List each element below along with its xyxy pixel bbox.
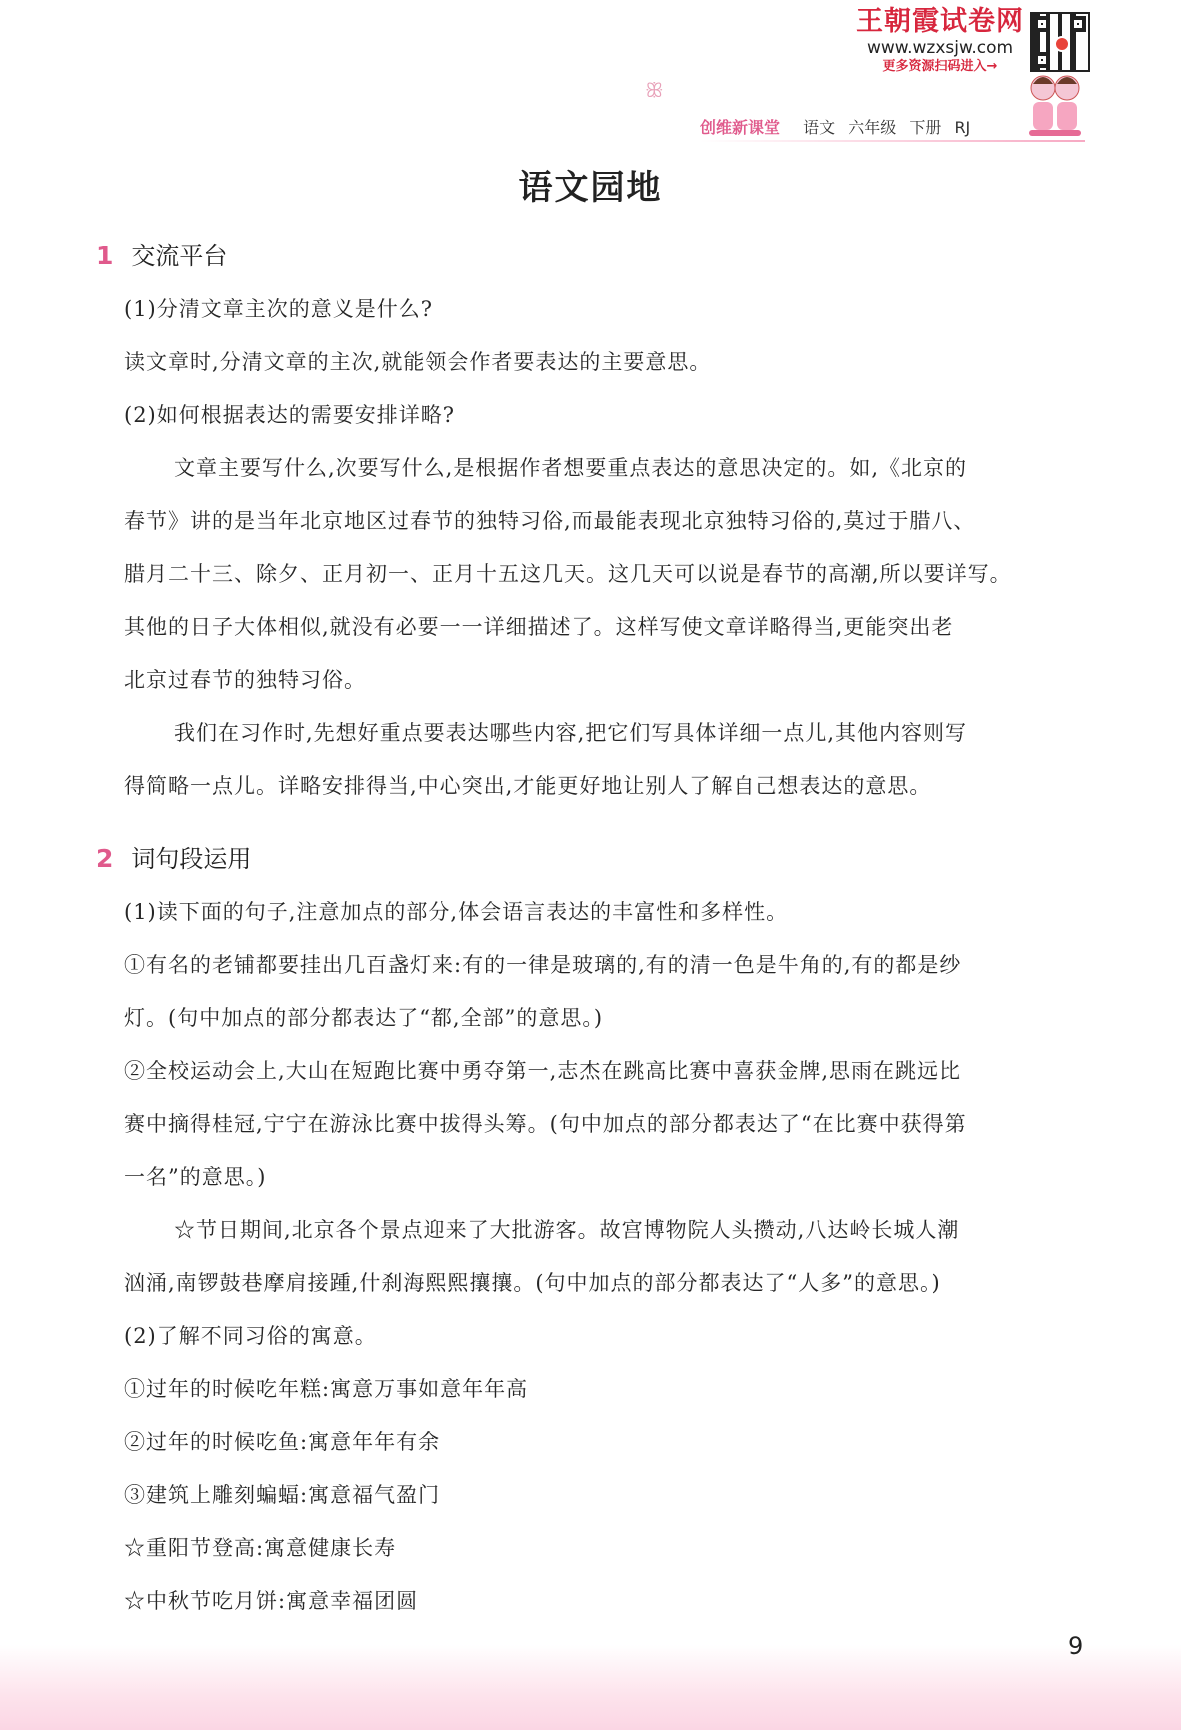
grade: 六年级 xyxy=(848,118,897,137)
paragraph-line: ③建筑上雕刻蝙蝠:寓意福气盈门 xyxy=(124,1483,441,1507)
paragraph-line: ①过年的时候吃年糕:寓意万事如意年年高 xyxy=(124,1377,529,1401)
paragraph-line: (2)了解不同习俗的寓意。 xyxy=(124,1324,377,1348)
edition: RJ xyxy=(954,118,971,137)
breadcrumb xyxy=(700,115,978,138)
paragraph-line: 北京过春节的独特习俗。 xyxy=(124,668,366,692)
paragraph-line: 文章主要写什么,次要写什么,是根据作者想要重点表达的意思决定的。如,《北京的 xyxy=(174,456,968,480)
qr-finder xyxy=(1034,52,1050,68)
qr-finder xyxy=(1034,16,1050,32)
paragraph-line: 读文章时,分清文章的主次,就能领会作者要表达的主要意思。 xyxy=(124,350,712,374)
header-divider xyxy=(700,140,1085,142)
paragraph-line: 春节》讲的是当年北京地区过春节的独特习俗,而最能表现北京独特习俗的,莫过于腊八、 xyxy=(124,509,976,533)
paragraph-line: 一名”的意思。) xyxy=(124,1165,267,1189)
qr-code-icon[interactable] xyxy=(1030,12,1090,72)
cartoon-kids-icon xyxy=(1025,70,1085,145)
paragraph-line: (2)如何根据表达的需要安排详略? xyxy=(124,403,456,427)
bird-icon: ꕥ xyxy=(645,78,664,102)
brand-url[interactable]: www.wzxsjw.com xyxy=(866,38,1014,58)
paragraph-line: (1)读下面的句子,注意加点的部分,体会语言表达的丰富性和多样性。 xyxy=(124,900,789,924)
section-number: 2 xyxy=(96,844,114,873)
paragraph-line: 得简略一点儿。详略安排得当,中心突出,才能更好地让别人了解自己想表达的意思。 xyxy=(124,774,932,798)
brand-tip: 更多资源扫码进入→ xyxy=(882,59,998,74)
section-heading xyxy=(96,236,227,271)
paragraph-line: 其他的日子大体相似,就没有必要一一详细描述了。这样写使文章详略得当,更能突出老 xyxy=(124,615,954,639)
paragraph-line: ☆中秋节吃月饼:寓意幸福团圆 xyxy=(124,1589,419,1613)
subject: 语文 xyxy=(803,118,836,137)
paragraph-line: 腊月二十三、除夕、正月初一、正月十五这几天。这几天可以说是春节的高潮,所以要详写。 xyxy=(124,562,1012,586)
paragraph-line: ①有名的老铺都要挂出几百盏灯来:有的一律是玻璃的,有的清一色是牛角的,有的都是纱 xyxy=(124,953,962,977)
page-number: 9 xyxy=(1068,1632,1084,1660)
qr-finder xyxy=(1070,16,1086,32)
paragraph-line: 灯。(句中加点的部分都表达了“都,全部”的意思。) xyxy=(124,1006,604,1030)
volume: 下册 xyxy=(909,118,942,137)
section-title: 交流平台 xyxy=(131,242,228,270)
paragraph-line: 赛中摘得桂冠,宁宁在游泳比赛中拔得头筹。(句中加点的部分都表达了“在比赛中获得第 xyxy=(124,1112,967,1136)
paragraph-line: ②全校运动会上,大山在短跑比赛中勇夺第一,志杰在跳高比赛中喜获金牌,思雨在跳远比 xyxy=(124,1059,962,1083)
paragraph-line: 汹涌,南锣鼓巷摩肩接踵,什刹海熙熙攘攘。(句中加点的部分都表达了“人多”的意思。) xyxy=(124,1271,941,1295)
paragraph-line: ☆重阳节登高:寓意健康长寿 xyxy=(124,1536,397,1560)
paragraph-line: ☆节日期间,北京各个景点迎来了大批游客。故宫博物院人头攒动,八达岭长城人潮 xyxy=(174,1218,960,1242)
page-title: 语文园地 xyxy=(518,168,663,208)
series-name: 创维新课堂 xyxy=(700,118,781,137)
section-title: 词句段运用 xyxy=(131,845,252,873)
brand-name: 王朝霞试卷网 xyxy=(856,6,1024,37)
qr-logo xyxy=(1054,36,1070,52)
footer-band xyxy=(0,1645,1181,1730)
paragraph-line: (1)分清文章主次的意义是什么? xyxy=(124,297,434,321)
brand-block xyxy=(850,6,1030,76)
section-number: 1 xyxy=(96,241,114,270)
paragraph-line: ②过年的时候吃鱼:寓意年年有余 xyxy=(124,1430,441,1454)
paragraph-line: 我们在习作时,先想好重点要表达哪些内容,把它们写具体详细一点儿,其他内容则写 xyxy=(174,721,968,745)
section-heading xyxy=(96,839,251,874)
